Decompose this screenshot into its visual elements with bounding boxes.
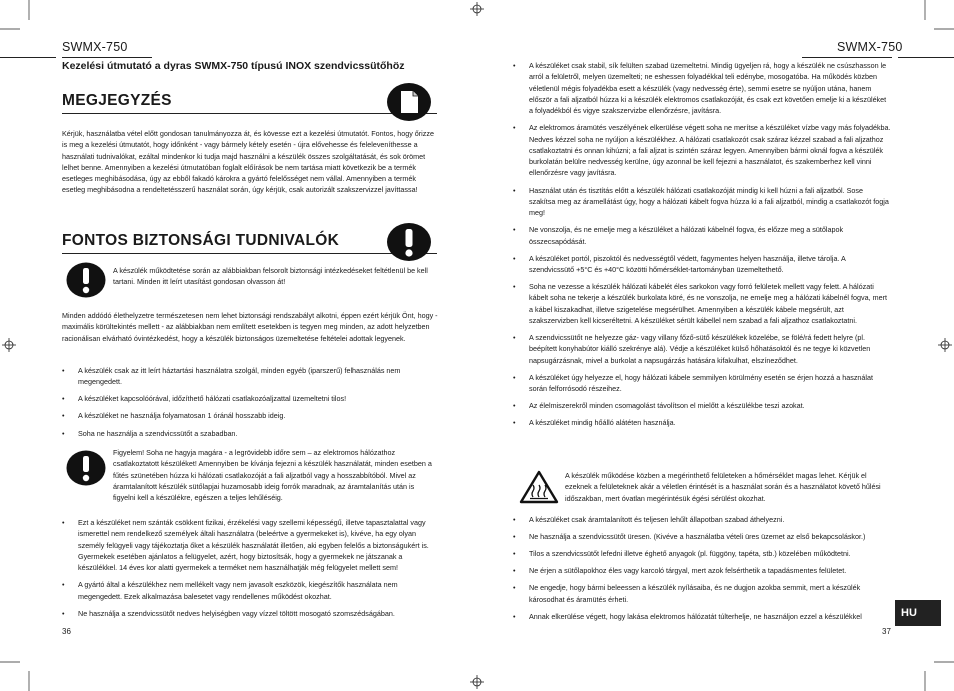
list-item: • A szendvicssütőt ne helyezze gáz- vagy villany főző-sütő készülékek közelébe, se fölé/rá fedett helyre (pl. beépített konyhabútor kiálló szekrénye alá). Védje a készüléket külső hőhatásoktól és ne tegye ki közvetlen napsugárzásnak, mivel a burkolat a napsugárzás hatására kifakulhat, elszíneződhet. (513, 332, 891, 366)
list-item: • Az élelmiszerekről minden csomagolást távolítson el mielőtt a készülékbe teszi azokat. (513, 400, 891, 411)
note-text: Kérjük, használatba vétel előtt gondosan tanulmányozza át, és kövesse ezt a kezelési útmutatót. Fontos, hogy őrizze is meg a kezelési útmutatót, hogy időnként - vagy bármely kétely esetén - újra elővehesse és feleleveníthesse a használati tudnivalókat, ezáltal mindenkor ki tudja majd használni a készülék összes szolgáltatását, és sok örömet lelhet benne. Amennyiben a kezelési útmutatóban foglalt előírások be nem tartása miatt következik be a termék esetleges meghibásodása, úgy az ebből fakadó károkra a gyártó felelősséget nem vállal. Amennyiben a termék esetleg meghibásodna a rendeltetésszerű használat során, úgy kérjük, csak autorizált szakszervizzel javíttassa! (62, 129, 434, 195)
list-item: • A készüléket portól, piszoktól és nedvességtől védett, fagymentes helyen használja, illetve tárolja. A szendvicssütő +5°C és +40°C közötti hőmérséklet-tartományban üzemeltethető. (513, 253, 891, 276)
safety-list (513, 514, 891, 628)
list-item: • A készüléket csak stabil, sík felülten szabad üzemeltetni. Mindig ügyeljen rá, hogy a készülék ne csúszhasson le arról a felületről, melyen üzemelteti; ne eshessen folyadékkal teli edénybe, mosogatóba. Ha működés közben véletlenül mégis folyadékba esett a készülék (vagy nedvesség érte), semmi esetre se nyúljon utána, hanem először a fali aljzatból húzza ki a készülék elektromos csatlakozóját, és csak ezt követően emelje ki a készüléket a folyadékból és vigye szakszervizbe ellenőrzésre, javításra. (513, 60, 891, 116)
manual-subtitle: Kezelési útmutató a dyras SWMX-750 típusú INOX szendvicssütőhöz (62, 60, 405, 72)
header-rule (0, 57, 56, 58)
list-item: • Soha ne vezesse a készülék hálózati kábelét éles sarkokon vagy forró felületek mellett vagy felett. A hálózati kábelt soha ne tekerje a készülék burkolata köré, és ne vonszolja, ne emelje meg a hálózati kábelnél fogva, mert a kábel kiszakadhat, illetve szigetelése megsérülhet. Amennyiben a készülék kábele megsérült, azt szakszervizben kell kicseréltetni. A készüléket sérült kábellel nem szabad a fali aljzathoz csatlakoztatni. (513, 281, 891, 326)
list-item: • Az elektromos áramütés veszélyének elkerülése végett soha ne merítse a készüléket vízbe vagy más folyadékba. Nedves kézzel soha ne nyúljon a készülékhez. A hálózati csatlakozót csak száraz kézzel szabad a fali aljzathoz csatlakoztatni és onnan kihúzni; a fali aljzat is szintén száraz legyen. Amennyiben bármi oknál fogva a készülék burkolatán belülre nedvesség kerülne, úgy azonnal be kell fejezni a használatot, és szakemberhez kell vinni ellenőrzésre vagy javításra. (513, 122, 891, 178)
note-heading: MEGJEGYZÉS (62, 92, 172, 109)
hot-surface-warning-text: A készülék működése közben a megérinthető felületeken a hőmérséklet magas lehet. Kérjük el ezeknek a felületeknek akár a véletlen érintését is a használat során és a használatot követő hűlési időszakban, mert óvatlan megérintésük égési sérülést okozhat. (565, 471, 881, 503)
list-item: • Használat után és tisztítás előtt a készülék hálózati csatlakozóját mindig ki kell húzni a fali aljzatból. Sose szakítsa meg az áramellátást úgy, hogy a hálózati kábelt fogva húzza ki a fali aljzatból, mindig a csatlakozót fogja meg! (513, 185, 891, 219)
list-item: • Ne használja a szendvicssütőt nedves helyiségben vagy vízzel töltött mosogató szomszédságában. (62, 608, 438, 619)
list-item: • A készüléket kapcsolóórával, időzíthető hálózati csatlakozóaljzattal üzemeltetni tilos! (62, 393, 438, 404)
header-rule (62, 57, 152, 58)
safety-heading: FONTOS BIZTONSÁGI TUDNIVALÓK (62, 232, 340, 249)
language-tab: HU (895, 600, 941, 626)
document-icon (386, 82, 432, 122)
list-item: • Ne engedje, hogy bármi beleessen a készülék nyílásaiba, és ne dugjon azokba semmit, mert a készülék károsodhat és áramütés érheti. (513, 582, 891, 605)
list-item: • A készüléket ne használja folyamatosan 1 óránál hosszabb ideig. (62, 410, 438, 421)
list-item: • Tilos a szendvicssütőt lefedni illetve éghető anyagok (pl. függöny, tapéta, stb.) közelében működtetni. (513, 548, 891, 559)
list-item: • Ezt a készüléket nem szánták csökkent fizikai, érzékelési vagy szellemi képességű, illetve tapasztalattal vagy ismerettel nem rendelkező személyek általi használatra (beleértve a gyermekeket is), kivéve, ha egy olyan személy felügyeli vagy tájékoztatja őket a készülék használatát illetően, aki egyben felelős a biztonságukért is. Gyermekek esetében ajánlatos a felügyelet, azért, hogy biztosítsák, hogy a gyermekek ne játszanak a készülékkel. 14 éves kor alatti gyermekek a terméket nem használhatják még felügyelet mellett sem! (62, 517, 438, 573)
list-item: • Ne vonszolja, és ne emelje meg a készüléket a hálózati kábelnél fogva, és előzze meg a sütőlapok összecsapódását. (513, 224, 891, 247)
list-item: • Annak elkerülése végett, hogy lakása elektromos hálózatát túlterhelje, ne használjon ezzel a készülékkel (513, 611, 891, 622)
hot-surface-warning-icon (519, 470, 559, 504)
intro-paragraph: Minden addódó élethelyzetre természetesen nem lehet biztonsági rendszabályt alkotni, éppen ezért kérjük Önt, hogy - maximális körültekintés mellett - az alábbiakban nem említett esetekben is tegyen meg minden, az adott helyzetben racionálisan elvárható óvintézkedést, hogy a készülék biztonságos üzemeltetése feltételei adottak legyenek. (62, 311, 438, 343)
safety-warning-text: A készülék működtetése során az alábbiakban felsorolt biztonsági intézkedéseket feltétlenül be kell tartani. Minden itt leírt utasítást gondosan olvasson át! (113, 266, 428, 287)
heading-rule (62, 113, 437, 114)
list-item: • A gyártó által a készülékhez nem mellékelt vagy nem javasolt eszközök, kiegészítők használata nem megengedett. Ezek alkalmazása balesetet vagy rendellenes működést okozhat. (62, 579, 438, 602)
list-item: • A készülék csak az itt leírt háztartási használatra szolgál, minden egyéb (iparszerű) felhasználás nem megengedett. (62, 365, 438, 388)
safety-list (62, 517, 438, 625)
right-page (477, 0, 954, 691)
exclamation-icon (386, 222, 432, 262)
page-number: 37 (882, 627, 891, 636)
safety-list (513, 60, 891, 434)
safety-list (62, 365, 438, 445)
list-item: • A készüléket mindig hőálló alátéten használja. (513, 417, 891, 428)
list-item: • A készüléket úgy helyezze el, hogy hálózati kábele semmilyen körülmény esetén se érjen hozzá a használat során felforrósodó részeihez. (513, 372, 891, 395)
model-name: SWMX-750 (837, 40, 903, 54)
list-item: • Ne használja a szendvicssütőt üresen. (Kivéve a használatba vételi üres üzemet az első bekapcsoláskor.) (513, 531, 891, 542)
model-name: SWMX-750 (62, 40, 128, 54)
attention-text: Figyelem! Soha ne hagyja magára - a legrövidebb időre sem – az elektromos hálózathoz csatlakoztatott készüléket! Amennyiben be kívánja fejezni a készülék használatát, minden esetben a fűtés szünetében húzza ki hálózati csatlakozóját a fali aljzatból vagy a hosszabbítóból. Mivel az áramtalanított készülék sütőlapjai huzamosabb ideig forrók maradnak, az áramtalanítás után is figyelni kell a készülékre, egészen a teljes lehűléséig. (113, 448, 432, 503)
list-item: • Soha ne használja a szendvicssütőt a szabadban. (62, 428, 438, 439)
page-number: 36 (62, 627, 71, 636)
header-rule (802, 57, 892, 58)
exclamation-icon (66, 450, 106, 486)
list-item: • A készüléket csak áramtalanított és teljesen lehűlt állapotban szabad áthelyezni. (513, 514, 891, 525)
header-rule (898, 57, 954, 58)
heading-rule (62, 253, 437, 254)
exclamation-icon (66, 262, 106, 298)
list-item: • Ne érjen a sütőlapokhoz éles vagy karcoló tárgyal, mert azok felsérthetik a tapadásmentes felületet. (513, 565, 891, 576)
